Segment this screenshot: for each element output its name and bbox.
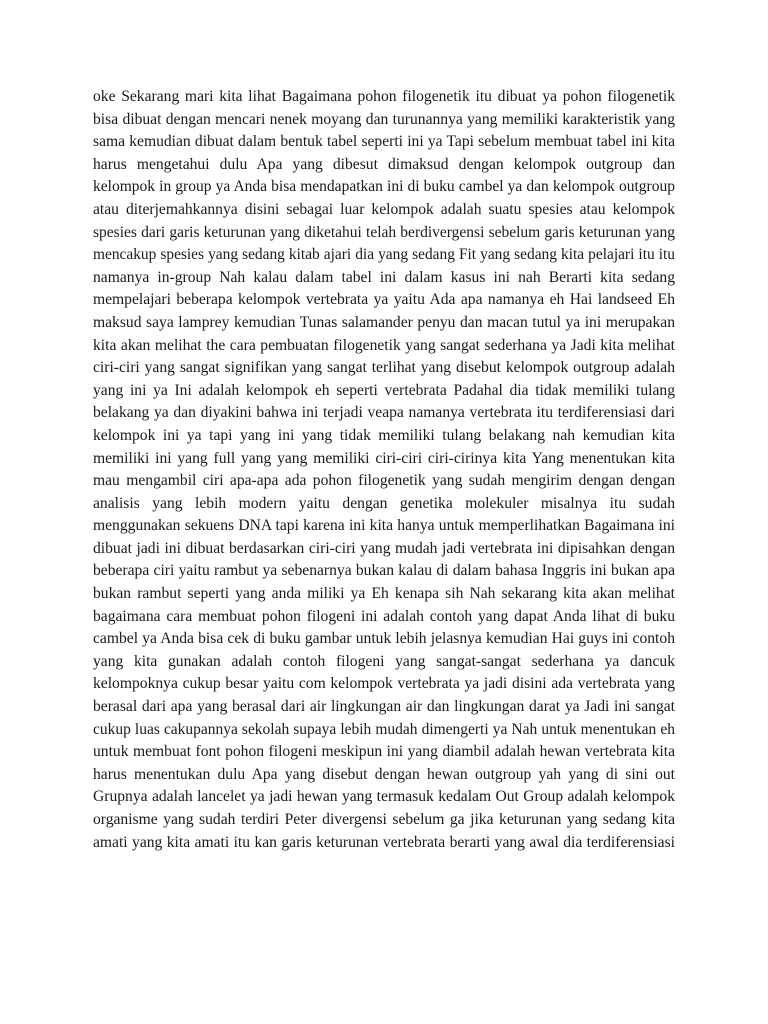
- text-line: harus menentukan dulu Apa yang disebut dengan hewan outgroup yah yang di sini out: [93, 765, 675, 783]
- text-line: kelompok ini ya tapi yang ini yang tidak memiliki tulang belakang nah kemudian kita: [93, 426, 675, 444]
- text-line: yang kita gunakan adalah contoh filogeni yang sangat-sangat sederhana ya dancuk: [93, 652, 675, 670]
- text-line: spesies dari garis keturunan yang diketahui telah berdivergensi sebelum garis keturunan yang: [93, 223, 675, 241]
- text-line: sama kemudian dibuat dalam bentuk tabel seperti ini ya Tapi sebelum membuat tabel ini kita: [93, 133, 675, 151]
- text-line: bagaimana cara membuat pohon filogeni ini adalah contoh yang dapat Anda lihat di buku: [93, 607, 675, 625]
- text-line: bukan rambut seperti yang anda miliki ya Eh kenapa sih Nah sekarang kita akan melihat: [93, 585, 675, 603]
- text-line: dibuat jadi ini dibuat berdasarkan ciri-ciri yang mudah jadi vertebrata ini dipisahkan dengan: [93, 539, 675, 557]
- text-line: yang ini ya Ini adalah kelompok eh seperti vertebrata Padahal dia tidak memiliki tulang: [93, 381, 675, 399]
- text-line: Grupnya adalah lancelet ya jadi hewan yang termasuk kedalam Out Group adalah kelompok: [93, 788, 675, 806]
- text-line: maksud saya lamprey kemudian Tunas salamander penyu dan macan tutul ya ini merupakan: [93, 313, 675, 331]
- text-line: kita akan melihat the cara pembuatan filogenetik yang sangat sederhana ya Jadi kita melihat: [93, 336, 675, 354]
- text-line: atau diterjemahkannya disini sebagai luar kelompok adalah suatu spesies atau kelompok: [93, 200, 675, 218]
- text-line: oke Sekarang mari kita lihat Bagaimana pohon filogenetik itu dibuat ya pohon filogenetik: [93, 88, 675, 105]
- text-line: mempelajari beberapa kelompok vertebrata ya yaitu Ada apa namanya eh Hai landseed Eh: [93, 291, 675, 309]
- text-line: cambel ya Anda bisa cek di buku gambar untuk lebih jelasnya kemudian Hai guys ini contoh: [93, 630, 675, 648]
- text-line: mau mengambil ciri apa-apa ada pohon filogenetik yang sudah mengirim dengan dengan: [93, 472, 675, 490]
- text-line: belakang ya dan diyakini bahwa ini terjadi veapa namanya vertebrata itu terdiferensiasi dari: [93, 404, 675, 422]
- text-line: memiliki ini yang full yang yang memiliki ciri-ciri ciri-cirinya kita Yang menentukan kita: [93, 449, 675, 467]
- text-line: ciri-ciri yang sangat signifikan yang sangat terlihat yang disebut kelompok outgroup adalah: [93, 359, 675, 377]
- body-paragraph: [93, 86, 675, 854]
- text-line: organisme yang sudah terdiri Peter divergensi sebelum ga jika keturunan yang sedang kita: [93, 811, 675, 828]
- text-line: menggunakan sekuens DNA tapi karena ini kita hanya untuk memperlihatkan Bagaimana ini: [93, 517, 675, 535]
- text-line: untuk membuat font pohon filogeni meskipun ini yang diambil adalah hewan vertebrata kita: [93, 743, 675, 761]
- text-line: berasal dari apa yang berasal dari air lingkungan air dan lingkungan darat ya Jadi ini sangat: [93, 698, 675, 716]
- text-line: analisis yang lebih modern yaitu dengan genetika molekuler misalnya itu sudah: [93, 494, 675, 512]
- text-line: namanya in-group Nah kalau dalam tabel ini dalam kasus ini nah Berarti kita sedang: [93, 268, 675, 286]
- text-line: kelompoknya cukup besar yaitu com kelompok vertebrata ya jadi disini ada vertebrata yang: [93, 675, 675, 693]
- text-line: amati yang kita amati itu kan garis keturunan vertebrata berarti yang awal dia terdiferensiasi: [93, 833, 675, 851]
- text-line: kelompok in group ya Anda bisa mendapatkan ini di buku cambel ya dan kelompok outgroup: [93, 178, 675, 196]
- text-line: cukup luas cakupannya sekolah supaya lebih mudah dimengerti ya Nah untuk menentukan eh: [93, 720, 675, 738]
- text-line: harus mengetahui dulu Apa yang dibesut dimaksud dengan kelompok outgroup dan: [93, 155, 675, 173]
- text-line: bisa dibuat dengan mencari nenek moyang dan turunannya yang memiliki karakteristik yang: [93, 110, 675, 128]
- text-line: beberapa ciri yaitu rambut ya sebenarnya bukan kalau di dalam bahasa Inggris ini bukan apa: [93, 562, 675, 580]
- text-line: mencakup spesies yang sedang kitab ajari dia yang sedang Fit yang sedang kita pelajari itu itu: [93, 246, 675, 264]
